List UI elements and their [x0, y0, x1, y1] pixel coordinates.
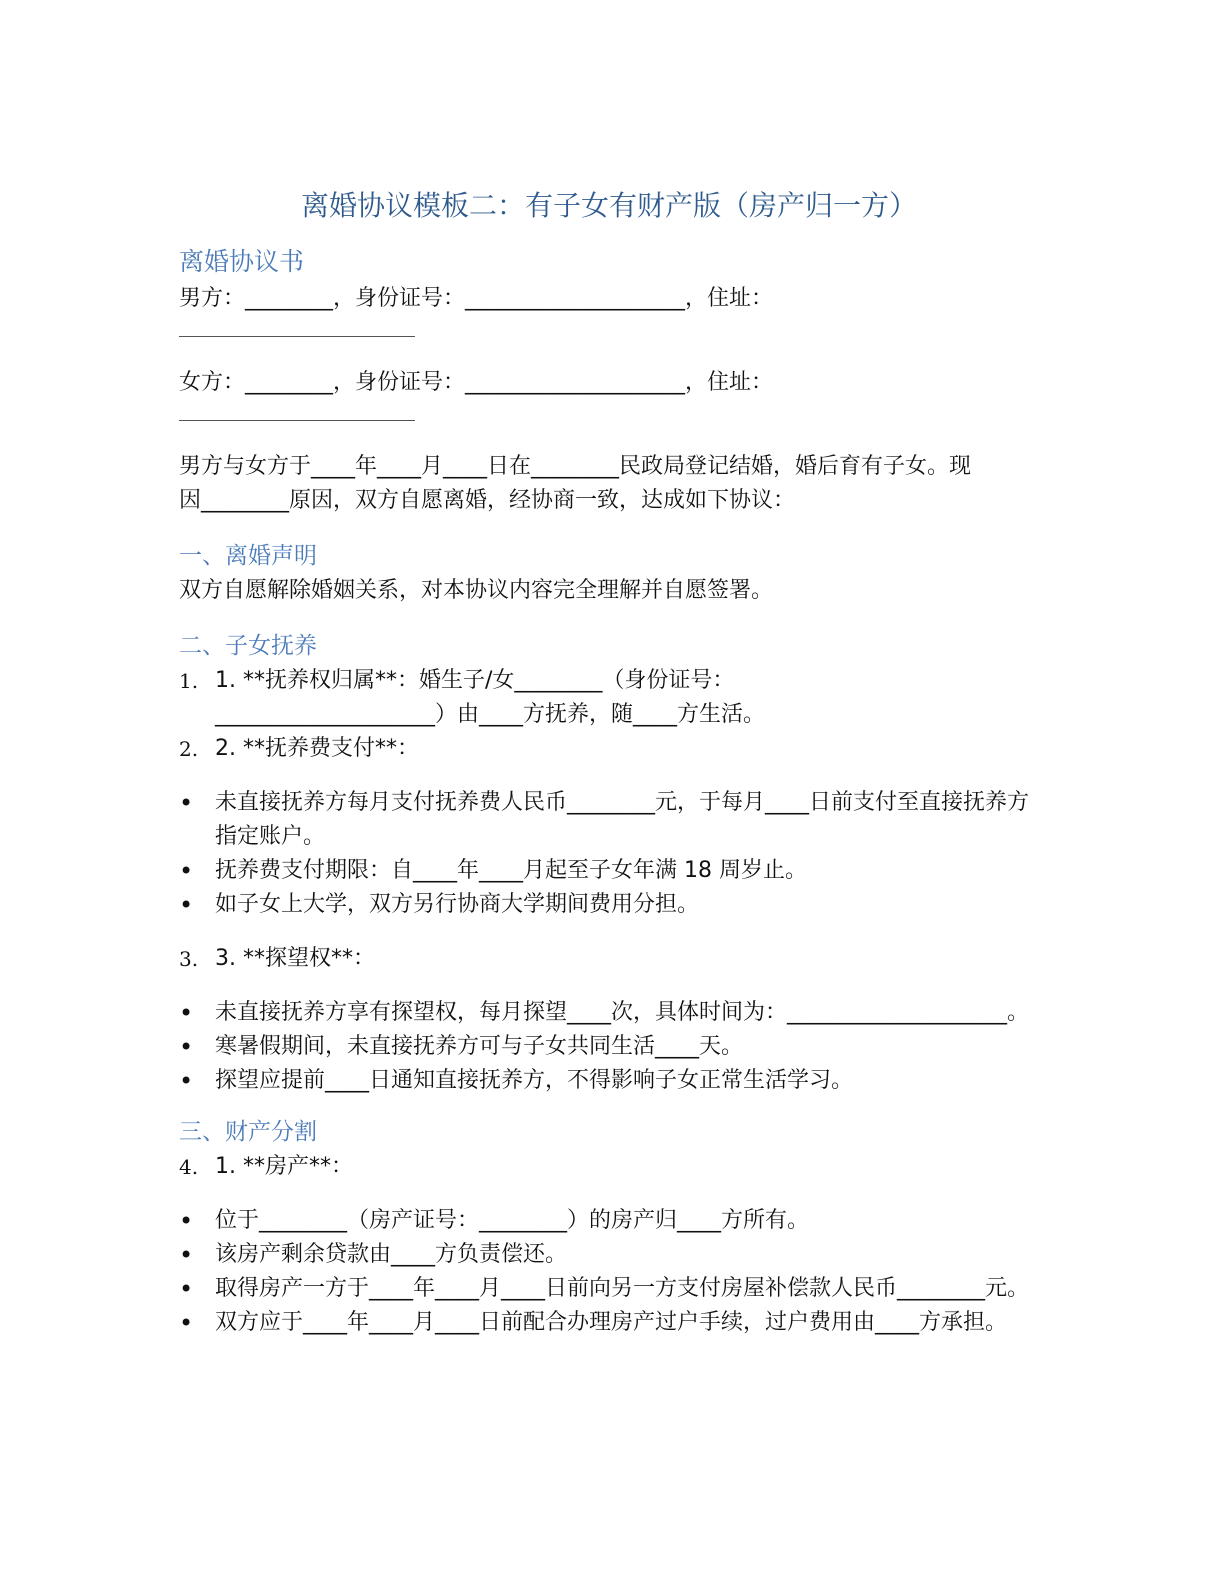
section-1-text: 双方自愿解除婚姻关系，对本协议内容完全理解并自愿签署。: [179, 578, 774, 603]
visitation-bullets: [179, 996, 1039, 1098]
list-number: 1.: [179, 669, 199, 693]
visitation-label: 3. **探望权**：: [215, 946, 375, 971]
list-item: • 位于________（房产证号：________）的房产归____方所有。: [179, 1204, 1039, 1238]
intro-paragraph-line-1: 男方与女方于____年____月____日在________民政局登记结婚，婚后育有子女。现: [179, 454, 972, 479]
list-item: • 探望应提前____日通知直接抚养方，不得影响子女正常生活学习。: [179, 1064, 1039, 1098]
support-payment-label: 2. **抚养费支付**：: [215, 736, 419, 761]
list-item: • 抚养费支付期限：自____年____月起至子女年满 18 周岁止。: [179, 854, 1039, 888]
male-party-line: 男方：________，身份证号：____________________，住址：: [179, 286, 774, 311]
intro-paragraph-line-2: 因________原因，双方自愿离婚，经协商一致，达成如下协议：: [179, 488, 796, 513]
property-label: 1. **房产**：: [215, 1154, 353, 1179]
custody-line-2: ____________________）由____方抚养，随____方生活。: [215, 702, 766, 727]
list-item: • 寒暑假期间，未直接抚养方可与子女共同生活____天。: [179, 1030, 1039, 1064]
document-body: [179, 184, 1039, 1340]
agreement-subtitle: 离婚协议书: [179, 247, 305, 276]
list-number: 2.: [179, 737, 199, 761]
list-number: 4.: [179, 1155, 199, 1179]
section-1-heading: 一、离婚声明: [179, 543, 317, 569]
list-item: • 如子女上大学，双方另行协商大学期间费用分担。: [179, 888, 1039, 922]
list-number: 3.: [179, 947, 199, 971]
list-item-property: [179, 1150, 1039, 1184]
property-bullets: [179, 1204, 1039, 1340]
female-party-line: 女方：________，身份证号：____________________，住址：: [179, 370, 774, 395]
male-address-blank: [179, 316, 1039, 350]
list-item: • 未直接抚养方每月支付抚养费人民币________元，于每月____日前支付至直接抚养方指定账户。: [179, 786, 1039, 854]
section-3-heading: 三、财产分割: [179, 1119, 317, 1145]
section-2-heading: 二、子女抚养: [179, 633, 317, 659]
list-item: • 未直接抚养方享有探望权，每月探望____次，具体时间为：____________________。: [179, 996, 1039, 1030]
list-item-support-payment: [179, 732, 1039, 766]
list-item: • 该房产剩余贷款由____方负责偿还。: [179, 1238, 1039, 1272]
custody-line-1: 1. **抚养权归属**：婚生子/女________（身份证号：: [215, 668, 735, 693]
list-item-custody: [179, 664, 1039, 732]
list-item: • 取得房产一方于____年____月____日前向另一方支付房屋补偿款人民币________元。: [179, 1272, 1039, 1306]
document-title: 离婚协议模板二：有子女有财产版（房产归一方）: [300, 189, 917, 222]
list-item: • 双方应于____年____月____日前配合办理房产过户手续，过户费用由____方承担。: [179, 1306, 1039, 1340]
support-payment-bullets: [179, 786, 1039, 922]
list-item-visitation: [179, 942, 1039, 976]
female-address-blank: [179, 400, 1039, 434]
